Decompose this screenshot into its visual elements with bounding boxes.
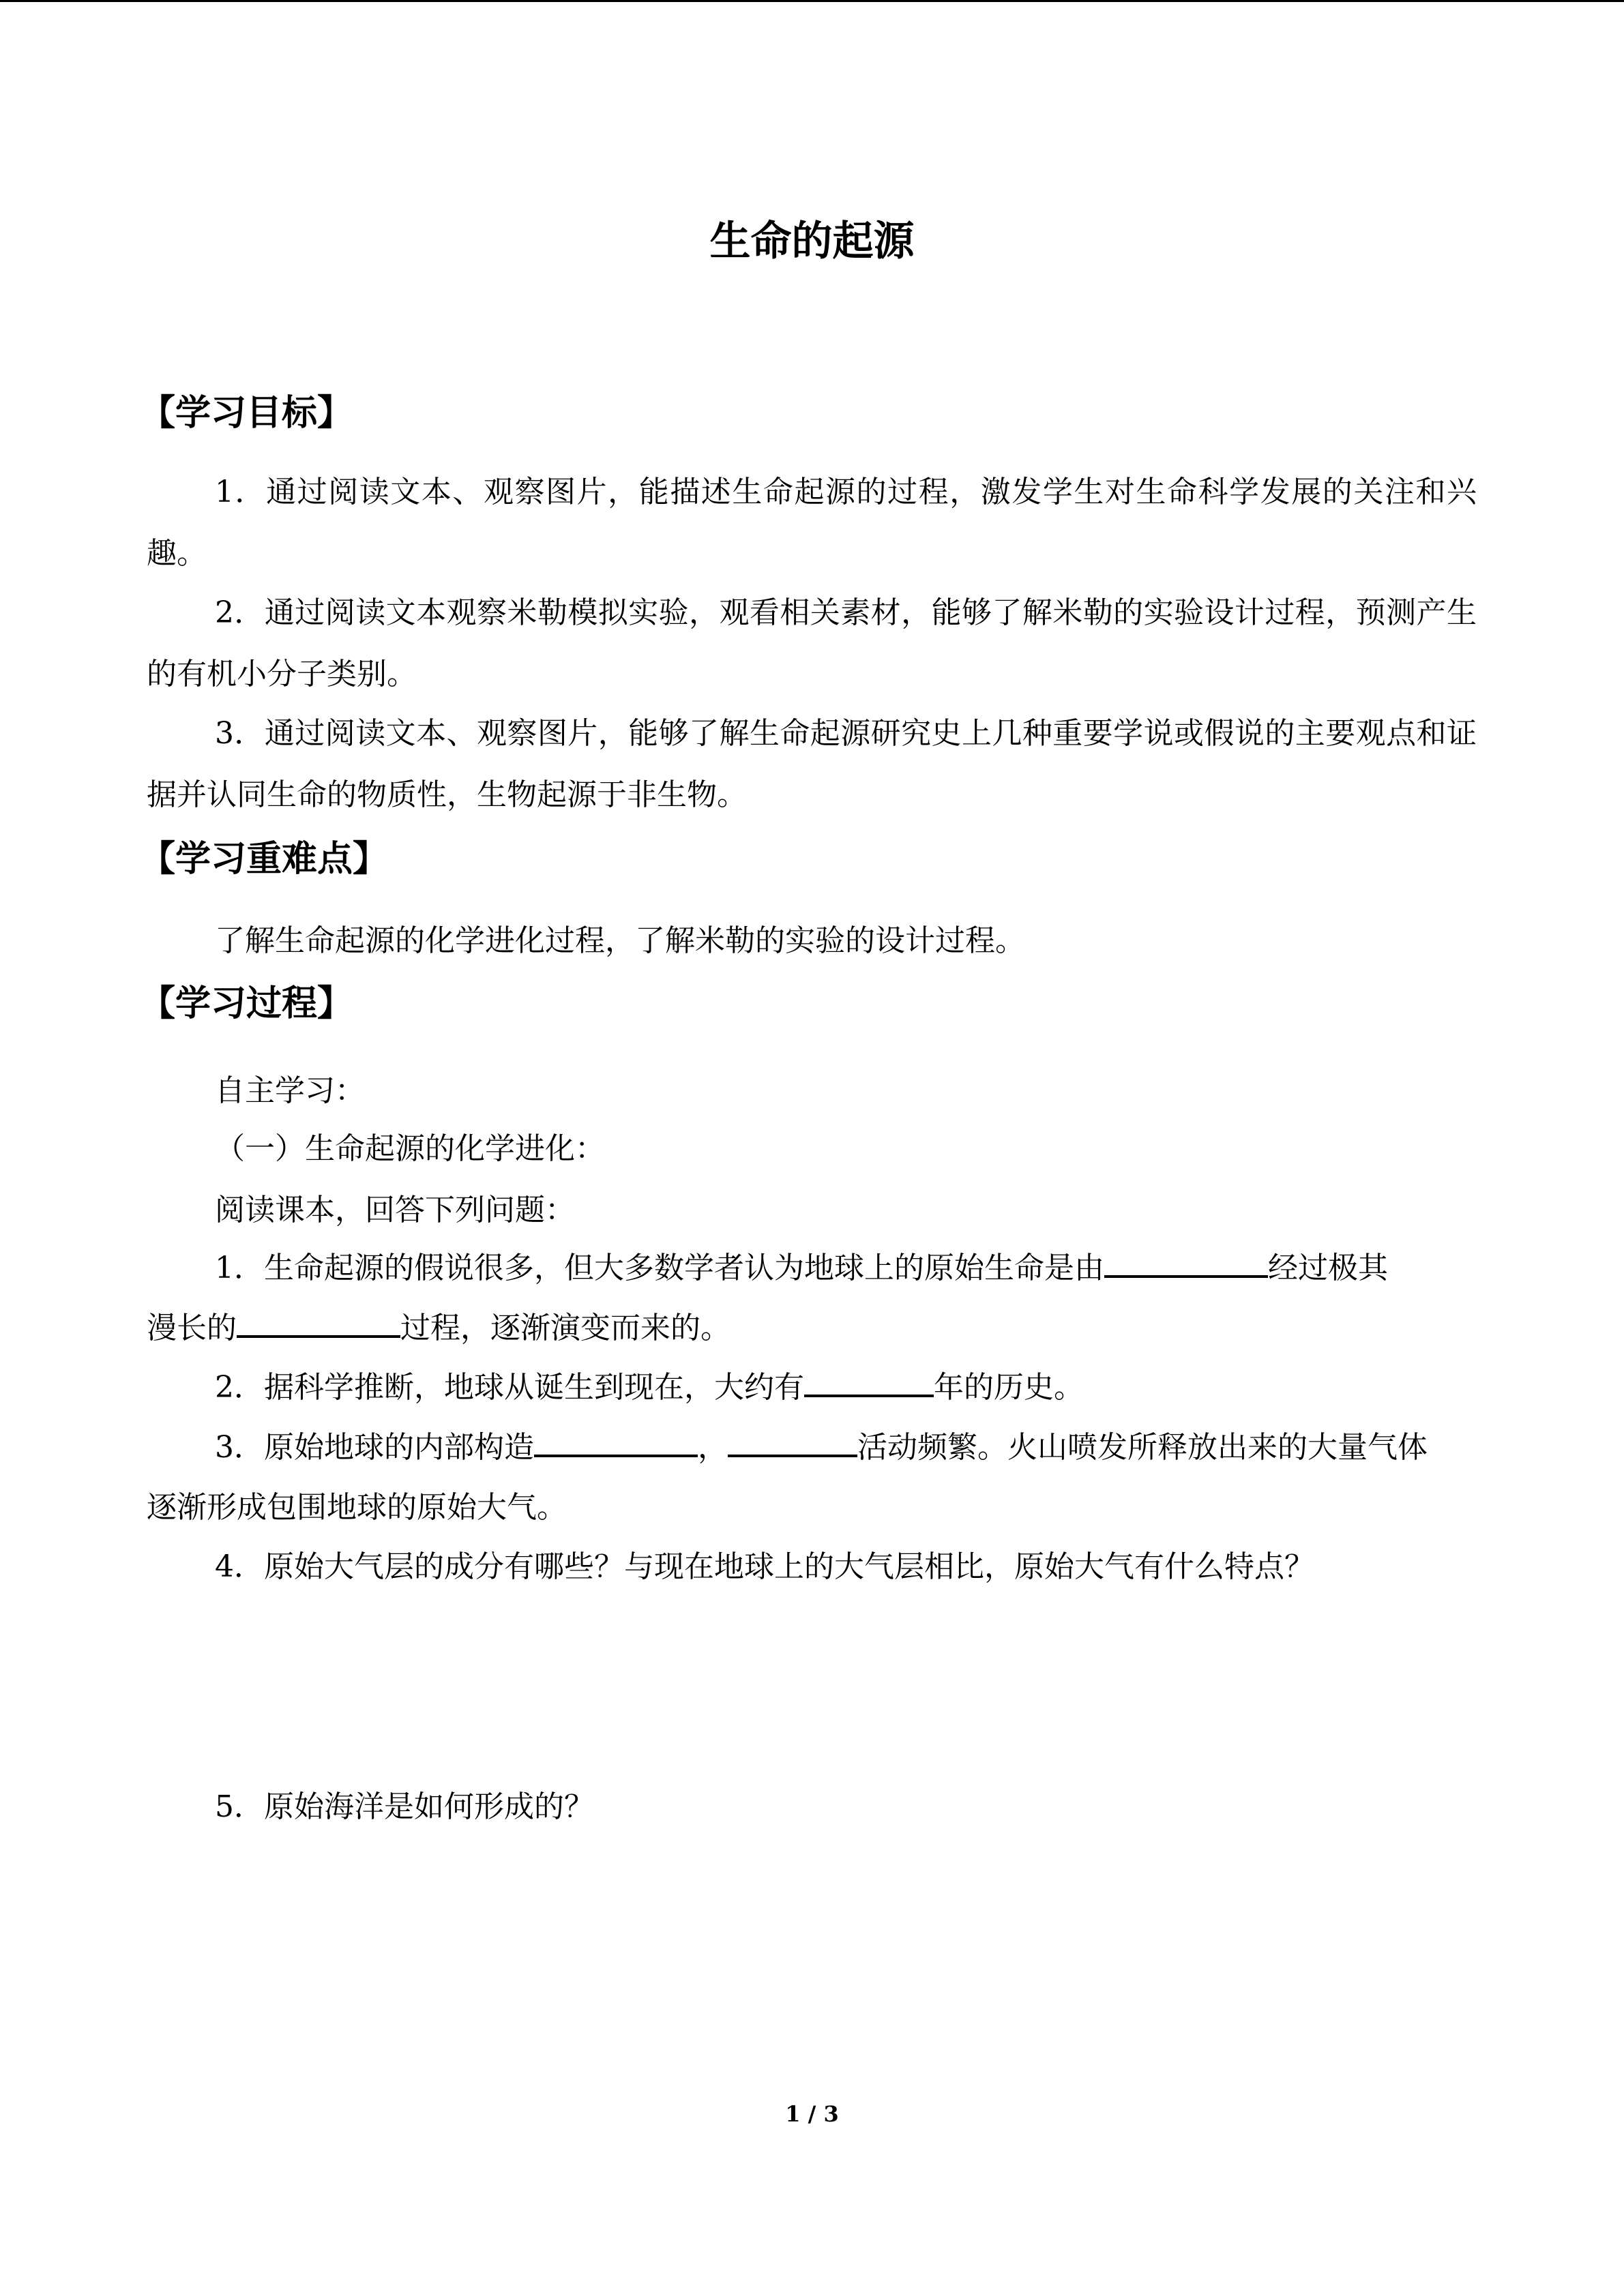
question-1-text-b: 经过极其 (1268, 1251, 1388, 1285)
question-3-text-b: ， (698, 1430, 728, 1465)
question-3-text-a: 3．原始地球的内部构造 (215, 1430, 534, 1465)
question-4-answer-space[interactable] (147, 1609, 1477, 1773)
question-2 (215, 1367, 1084, 1408)
process-heading: 【学习过程】 (140, 983, 353, 1024)
question-1-text-a: 1．生命起源的假说很多，但大多数学者认为地球上的原始生命是由 (215, 1251, 1104, 1285)
page-number: 1 / 3 (785, 2101, 839, 2127)
question-3-blank-1[interactable] (534, 1427, 698, 1457)
key-points-heading: 【学习重难点】 (140, 839, 389, 880)
question-4: 4．原始大气层的成分有哪些？与现在地球上的大气层相比，原始大气有什么特点？ (215, 1549, 1314, 1584)
question-3-text-c2: 逐渐形成包围地球的原始大气。 (147, 1490, 567, 1525)
objective-item-2: 2．通过阅读文本观察米勒模拟实验，观看相关素材，能够了解米勒的实验设计过程，预测产生的有机小分子类别。 (147, 595, 1477, 691)
question-5: 5．原始海洋是如何形成的？ (215, 1789, 594, 1824)
self-study-label: 自主学习： (215, 1073, 365, 1108)
objective-item-3: 3．通过阅读文本、观察图片，能够了解生命起源研究史上几种重要学说或假说的主要观点和证据并认同生命的物质性，生物起源于非生物。 (147, 716, 1477, 812)
question-1-line-2 (147, 1308, 730, 1349)
question-1-text-c: 过程，逐渐演变而来的。 (400, 1311, 730, 1345)
question-2-text-b: 年的历史。 (934, 1370, 1084, 1405)
question-3-text-c1: 活动频繁。火山喷发所释放出来的大量气体 (857, 1430, 1428, 1465)
question-1-line-1 (215, 1248, 1388, 1289)
question-3-line-2 (147, 1487, 567, 1528)
question-3-blank-2[interactable] (728, 1427, 857, 1457)
question-5-answer-space[interactable] (147, 1848, 1477, 2053)
question-2-blank[interactable] (804, 1367, 934, 1397)
reading-instruction: 阅读课本，回答下列问题： (215, 1193, 575, 1227)
objectives-heading: 【学习目标】 (140, 393, 353, 434)
section-title-chemical-evolution: （一）生命起源的化学进化： (215, 1131, 605, 1166)
question-1-blank-2[interactable] (237, 1308, 400, 1338)
question-1-text-b2: 漫长的 (147, 1311, 237, 1345)
key-points-text: 了解生命起源的化学进化过程，了解米勒的实验的设计过程。 (215, 923, 1025, 958)
objective-item-1: 1．通过阅读文本、观察图片，能描述生命起源的过程，激发学生对生命科学发展的关注和兴趣。 (147, 475, 1477, 571)
question-3-line-1 (215, 1427, 1428, 1468)
question-1-blank-1[interactable] (1104, 1248, 1268, 1278)
question-2-text-a: 2．据科学推断，地球从诞生到现在，大约有 (215, 1370, 804, 1405)
page-title: 生命的起源 (709, 218, 915, 265)
